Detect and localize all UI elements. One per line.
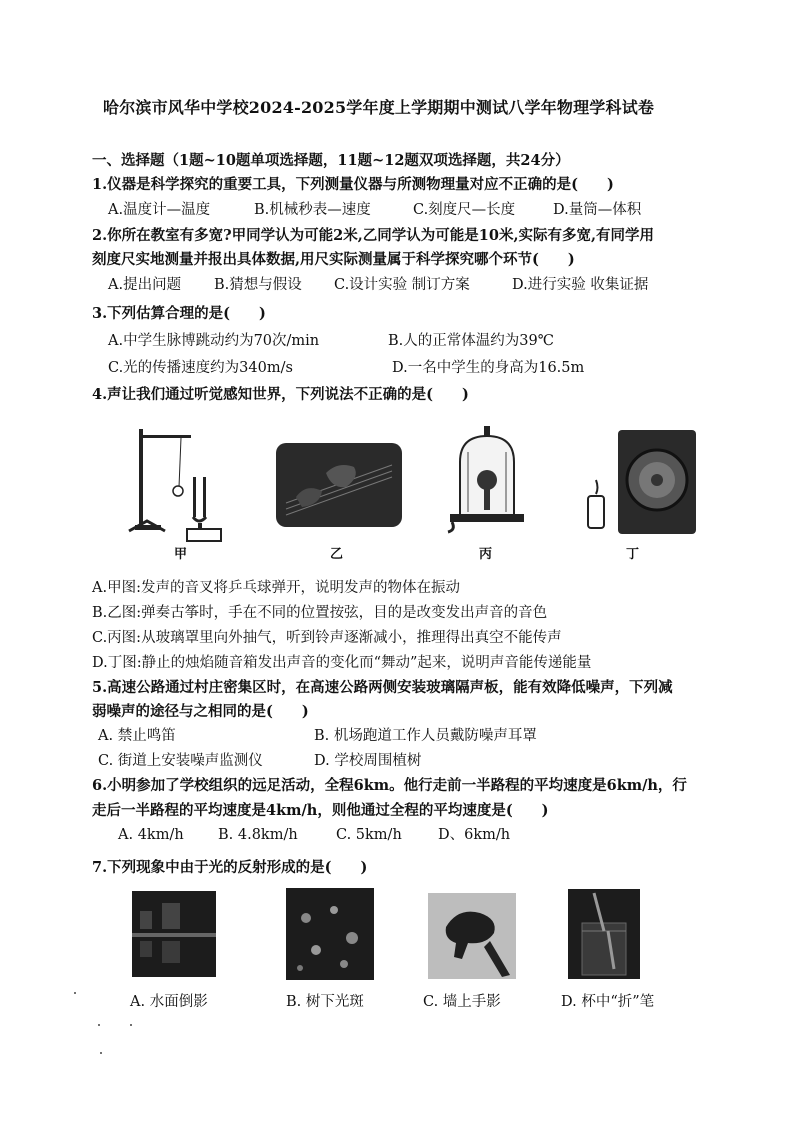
figure-label-ding: 丁 bbox=[626, 547, 640, 562]
q4-option-a: A.甲图:发声的音叉将乒乓球弹开，说明发声的物体在振动 bbox=[92, 580, 460, 596]
section-heading: 一、选择题（1题~10题单项选择题，11题~12题双项选择题，共24分） bbox=[92, 152, 570, 169]
exam-title: 哈尔滨市风华中学校2024-2025学年度上学期期中测试八学年物理学科试卷 bbox=[103, 98, 655, 117]
q5-stem-line2: 弱噪声的途径与之相同的是( ) bbox=[92, 703, 309, 720]
water-reflection-icon bbox=[132, 891, 216, 977]
q5-stem-line1: 5.高速公路通过村庄密集区时，在高速公路两侧安装玻璃隔声板，能有效降低噪声，下列减 bbox=[92, 679, 673, 696]
tuning-fork-figure bbox=[125, 425, 235, 543]
q3-option-c: C.光的传播速度约为340m/s bbox=[108, 360, 293, 376]
q6-option-b: B. 4.8km/h bbox=[218, 827, 298, 843]
q3-option-b: B.人的正常体温约为39℃ bbox=[388, 333, 554, 349]
q5-option-a: A. 禁止鸣笛 bbox=[98, 728, 176, 744]
q5-option-d: D. 学校周围植树 bbox=[314, 753, 422, 769]
tree-light-spots-photo bbox=[286, 888, 374, 980]
q1-stem: 1.仪器是科学探究的重要工具，下列测量仪器与所测物理量对应不正确的是( ) bbox=[92, 176, 614, 193]
scan-speck bbox=[98, 1024, 100, 1026]
q1-option-b: B.机械秒表—速度 bbox=[254, 202, 371, 218]
q2-stem-line2: 刻度尺实地测量并报出具体数据,用尺实际测量属于科学探究哪个环节( ) bbox=[92, 251, 575, 268]
q2-stem-line1: 2.你所在教室有多宽?甲同学认为可能2米,乙同学认为可能是10米,实际有多宽,有同学用 bbox=[92, 227, 655, 244]
speaker-candle-figure bbox=[580, 428, 700, 536]
q1-option-a: A.温度计—温度 bbox=[108, 202, 211, 218]
figure-label-bing: 丙 bbox=[479, 547, 493, 562]
q6-option-d: D、6km/h bbox=[438, 827, 511, 843]
q2-option-c: C.设计实验 制订方案 bbox=[334, 277, 470, 293]
q4-stem: 4.声让我们通过听觉感知世界，下列说法不正确的是( ) bbox=[92, 386, 469, 403]
q2-option-d: D.进行实验 收集证据 bbox=[512, 277, 649, 293]
q5-option-c: C. 街道上安装噪声监测仪 bbox=[98, 753, 263, 769]
scan-speck bbox=[100, 1052, 102, 1054]
q1-option-c: C.刻度尺—长度 bbox=[413, 202, 516, 218]
water-reflection-photo bbox=[132, 891, 216, 977]
q4-option-d: D.丁图:静止的烛焰随音箱发出声音的变化而“舞动”起来，说明声音能传递能量 bbox=[92, 655, 592, 671]
q7-option-a: A. 水面倒影 bbox=[130, 994, 208, 1010]
q3-stem: 3.下列估算合理的是( ) bbox=[92, 305, 266, 322]
hand-shadow-icon bbox=[428, 893, 516, 979]
q2-option-a: A.提出问题 bbox=[108, 277, 182, 293]
q1-option-d: D.量筒—体积 bbox=[553, 202, 642, 218]
hand-shadow-photo bbox=[428, 893, 516, 979]
bent-pen-in-cup-photo bbox=[568, 889, 640, 979]
bent-pen-icon bbox=[568, 889, 640, 979]
q7-option-d: D. 杯中“折”笔 bbox=[561, 994, 655, 1010]
q7-stem: 7.下列现象中由于光的反射形成的是( ) bbox=[92, 859, 368, 876]
q5-option-b: B. 机场跑道工作人员戴防噪声耳罩 bbox=[314, 728, 537, 744]
scan-speck bbox=[74, 992, 76, 994]
scan-speck bbox=[130, 1024, 132, 1026]
light-spots-icon bbox=[286, 888, 374, 980]
q3-option-d: D.一名中学生的身高为16.5m bbox=[392, 360, 585, 376]
q7-option-c: C. 墙上手影 bbox=[423, 994, 501, 1010]
q3-option-a: A.中学生脉博跳动约为70次/min bbox=[108, 333, 320, 349]
q6-stem-line2: 走后一半路程的平均速度是4km/h，则他通过全程的平均速度是( ) bbox=[92, 802, 549, 819]
q7-option-b: B. 树下光斑 bbox=[286, 994, 364, 1010]
guzheng-photo bbox=[276, 443, 402, 527]
bell-jar-figure bbox=[446, 422, 528, 534]
guzheng-strings-icon bbox=[276, 443, 402, 527]
q4-option-c: C.丙图:从玻璃罩里向外抽气，听到铃声逐渐减小，推理得出真空不能传声 bbox=[92, 630, 562, 646]
figure-label-jia: 甲 bbox=[174, 547, 188, 562]
q4-option-b: B.乙图:弹奏古筝时，手在不同的位置按弦，目的是改变发出声音的音色 bbox=[92, 605, 548, 621]
q2-option-b: B.猜想与假设 bbox=[214, 277, 302, 293]
figure-label-yi: 乙 bbox=[330, 547, 344, 562]
q6-option-a: A. 4km/h bbox=[118, 827, 184, 843]
q6-stem-line1: 6.小明参加了学校组织的远足活动，全程6km。他行走前一半路程的平均速度是6km/h，行 bbox=[92, 777, 687, 794]
q6-option-c: C. 5km/h bbox=[336, 827, 402, 843]
